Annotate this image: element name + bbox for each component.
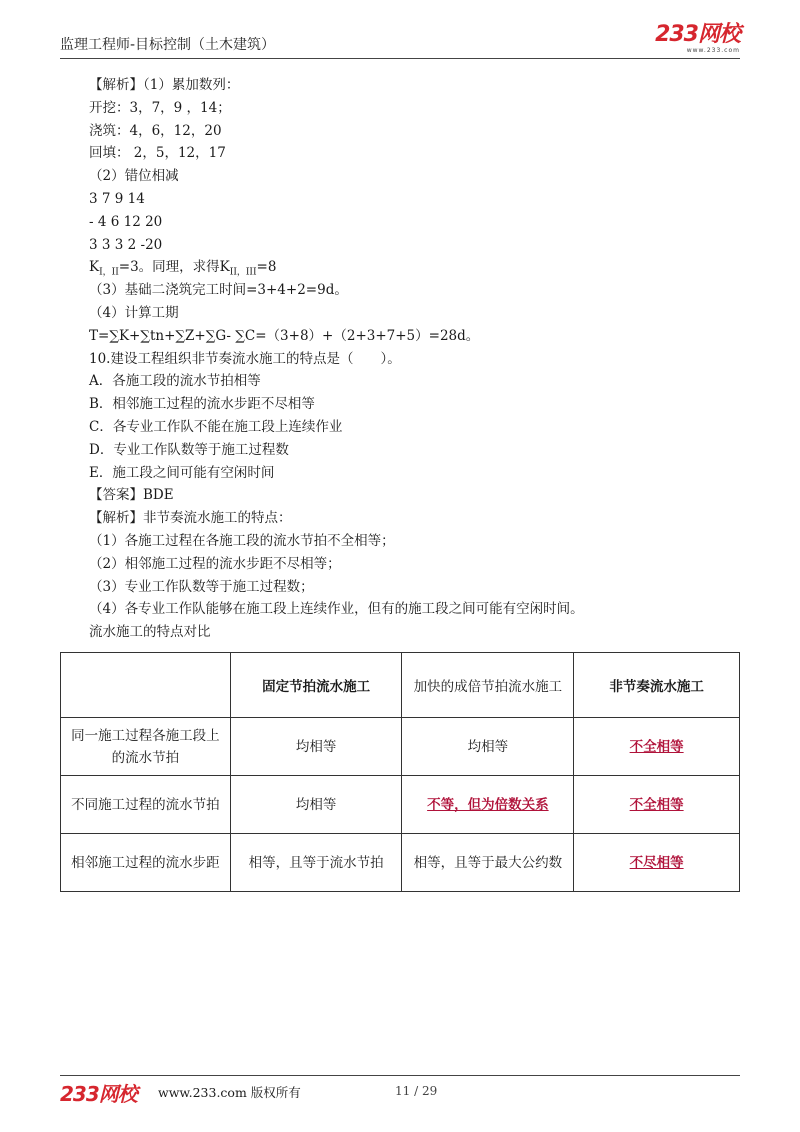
header-title: 监理工程师-目标控制（土木建筑） bbox=[60, 37, 276, 53]
text-line: （1）各施工过程在各施工段的流水节拍不全相等； bbox=[89, 532, 395, 549]
document-body bbox=[89, 74, 729, 644]
table-header-cell: 固定节拍流水施工 bbox=[230, 653, 402, 718]
highlighted-text: 不全相等 bbox=[629, 738, 684, 755]
text-line: 浇筑：4，6，12，20 bbox=[89, 122, 222, 139]
table-cell bbox=[402, 776, 574, 834]
table-row bbox=[61, 776, 740, 834]
table-row bbox=[61, 718, 740, 776]
table-row bbox=[61, 834, 740, 892]
k-text: =3。同理，求得K bbox=[118, 259, 230, 276]
page-footer bbox=[60, 1075, 740, 1106]
k-value-line bbox=[89, 256, 729, 279]
text-line: （2）相邻施工过程的流水步距不尽相等； bbox=[89, 555, 341, 572]
option-line: A．各施工段的流水节拍相等 bbox=[89, 373, 261, 390]
logo-url: www.233.com bbox=[686, 47, 740, 54]
highlighted-text: 不全相等 bbox=[629, 796, 684, 813]
option-line: E．施工段之间可能有空闲时间 bbox=[89, 464, 275, 481]
brand-logo bbox=[644, 24, 740, 54]
text-line: 【解析】（1）累加数列： bbox=[89, 77, 240, 93]
table-cell bbox=[574, 834, 740, 892]
table-header-cell: 非节奏流水施工 bbox=[574, 653, 740, 718]
table-cell: 均相等 bbox=[402, 718, 574, 776]
logo-text: 233网校 bbox=[655, 22, 740, 47]
page-number: 11 / 29 bbox=[395, 1084, 438, 1098]
option-line: D．专业工作队数等于施工过程数 bbox=[89, 441, 289, 458]
text-line: 回填： 2，5，12，17 bbox=[89, 145, 226, 162]
text-line: （2）错位相减 bbox=[89, 168, 179, 185]
table-cell: 相邻施工过程的流水步距 bbox=[61, 834, 231, 892]
footer-copyright: www.233.com 版权所有 bbox=[158, 1085, 301, 1100]
question-line: 10.建设工程组织非节奏流水施工的特点是（ ）。 bbox=[89, 350, 401, 367]
table-header-row bbox=[61, 653, 740, 718]
table-cell: 均相等 bbox=[230, 776, 402, 834]
k-text: =8 bbox=[256, 259, 277, 276]
text-line: （3）专业工作队数等于施工过程数； bbox=[89, 578, 314, 595]
text-line: 开挖：3，7，9 ，14； bbox=[89, 99, 231, 116]
highlighted-text: 不等，但为倍数关系 bbox=[427, 796, 549, 813]
table-cell: 均相等 bbox=[230, 718, 402, 776]
text-line: 【解析】非节奏流水施工的特点： bbox=[89, 510, 292, 527]
text-line: （4）计算工期 bbox=[89, 304, 179, 321]
table-cell: 不同施工过程的流水节拍 bbox=[61, 776, 231, 834]
text-line: 3 7 9 14 bbox=[89, 190, 145, 207]
text-line: （3）基础二浇筑完工时间=3+4+2=9d。 bbox=[89, 282, 348, 299]
text-line: - 4 6 12 20 bbox=[89, 213, 163, 230]
text-line: （4）各专业工作队能够在施工段上连续作业，但有的施工段之间可能有空闲时间。 bbox=[89, 601, 584, 618]
table-header-cell: 加快的成倍节拍流水施工 bbox=[402, 653, 574, 718]
table-header-cell bbox=[61, 653, 231, 718]
text-line: T=∑K+∑tn+∑Z+∑G- ∑C=（3+8）+（2+3+7+5）=28d。 bbox=[89, 327, 480, 344]
page-header bbox=[60, 24, 740, 59]
k-subscript: II，III bbox=[229, 268, 257, 279]
table-caption: 流水施工的特点对比 bbox=[89, 624, 211, 641]
table-cell: 同一施工过程各施工段上的流水节拍 bbox=[61, 718, 231, 776]
table-cell: 相等，且等于最大公约数 bbox=[402, 834, 574, 892]
option-line: C．各专业工作队不能在施工段上连续作业 bbox=[89, 418, 343, 435]
k-symbol: K bbox=[89, 259, 100, 276]
comparison-table bbox=[60, 652, 740, 892]
footer-logo: 233网校 bbox=[60, 1082, 137, 1106]
highlighted-text: 不尽相等 bbox=[629, 854, 684, 871]
table-cell: 相等，且等于流水节拍 bbox=[230, 834, 402, 892]
option-line: B．相邻施工过程的流水步距不尽相等 bbox=[89, 396, 315, 413]
answer-line: 【答案】BDE bbox=[89, 487, 174, 504]
k-subscript: I，II bbox=[99, 268, 119, 279]
text-line: 3 3 3 2 -20 bbox=[89, 236, 163, 253]
table-cell bbox=[574, 776, 740, 834]
table-cell bbox=[574, 718, 740, 776]
